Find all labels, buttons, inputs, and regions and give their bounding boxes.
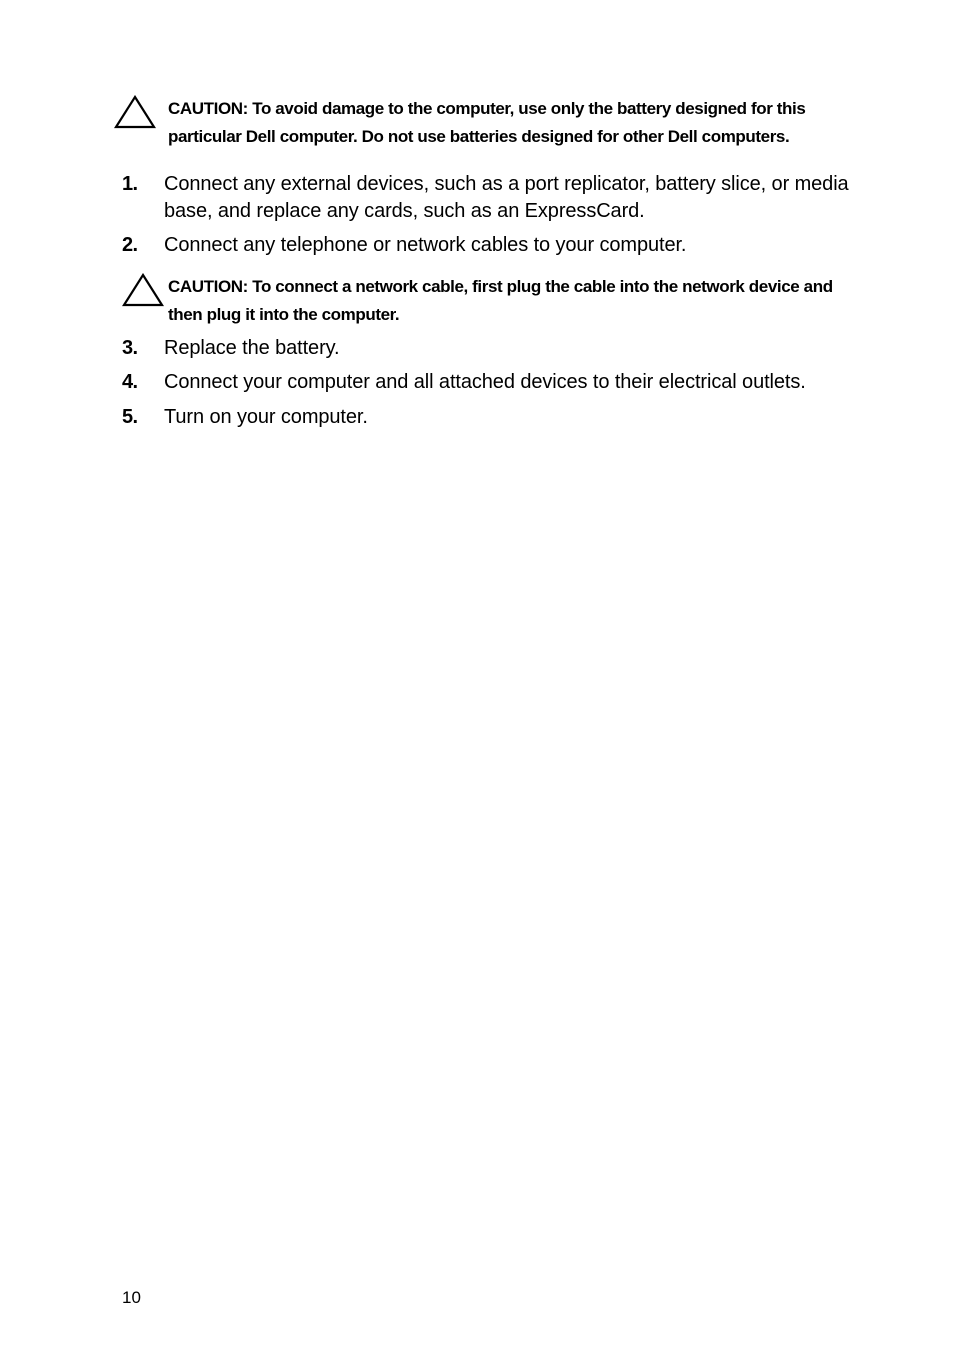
step-number: 4. bbox=[122, 371, 138, 393]
step-number: 3. bbox=[122, 337, 138, 359]
caution-text: CAUTION: To avoid damage to the computer, use only the battery designed for this particular Dell computer. Do not use batteries designed for other Dell computers. bbox=[168, 99, 806, 146]
page-number: 10 bbox=[122, 1288, 141, 1307]
step-text: Connect any external devices, such as a port replicator, battery slice, or media base, and replace any cards, such as an ExpressCard. bbox=[164, 173, 849, 222]
caution-triangle-icon bbox=[122, 273, 164, 307]
step-text: Replace the battery. bbox=[164, 337, 340, 359]
step-number: 1. bbox=[122, 173, 138, 195]
caution-text: CAUTION: To connect a network cable, first plug the cable into the network device and then plug it into the computer. bbox=[168, 277, 833, 324]
caution-triangle-icon bbox=[114, 95, 156, 129]
step-text: Connect any telephone or network cables to your computer. bbox=[164, 234, 687, 256]
step-number: 2. bbox=[122, 234, 138, 256]
step-text: Connect your computer and all attached devices to their electrical outlets. bbox=[164, 371, 806, 393]
step-text: Turn on your computer. bbox=[164, 406, 368, 428]
step-number: 5. bbox=[122, 406, 138, 428]
